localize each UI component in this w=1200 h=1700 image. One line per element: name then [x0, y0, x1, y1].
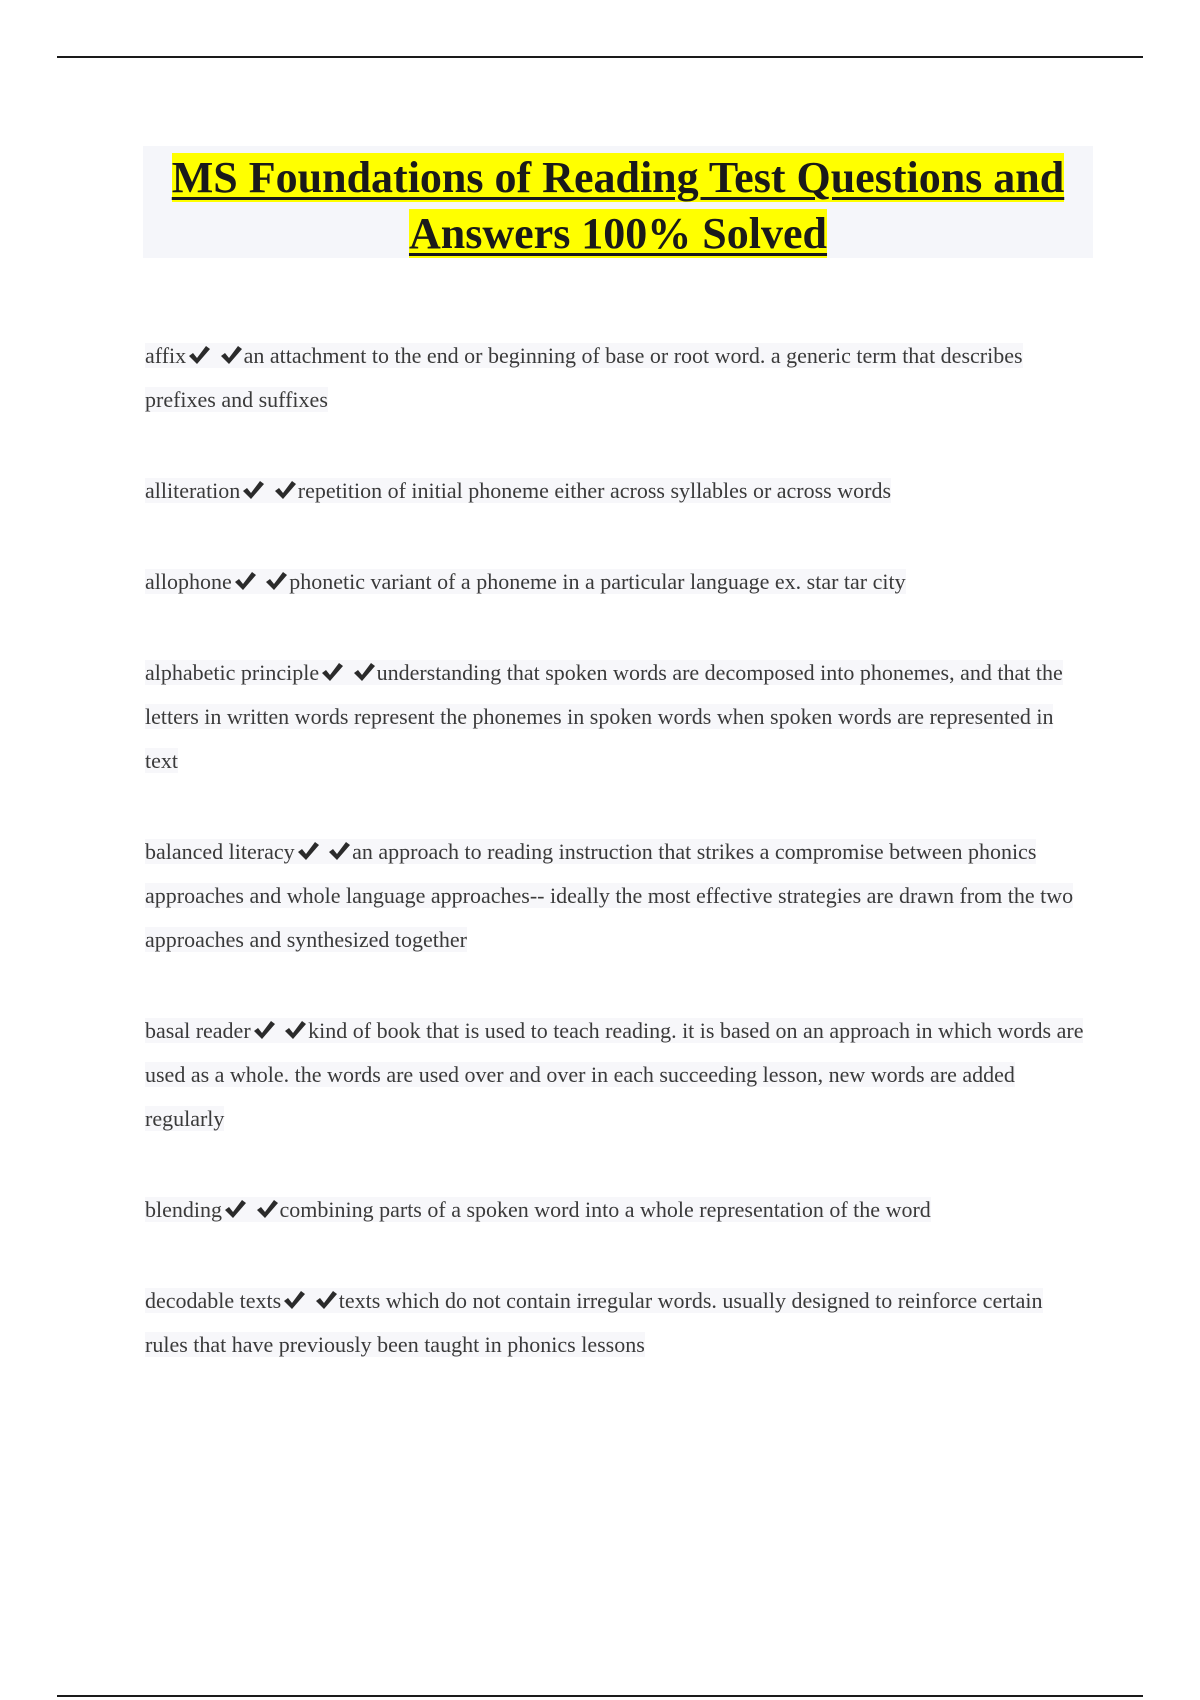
check-mark-icon [296, 840, 320, 862]
page-title-text: MS Foundations of Reading Test Questions and Answers 100% Solved [171, 153, 1065, 258]
list-item [145, 560, 1085, 604]
entry-definition: phonetic variant of a phoneme in a particular language ex. star tar city [289, 569, 906, 594]
entry-list [145, 334, 1085, 1414]
entry-term: decodable texts [145, 1288, 282, 1313]
check-mark-icon [187, 344, 211, 366]
list-item [145, 334, 1085, 422]
entry-term: blending [145, 1197, 222, 1222]
entry-term: balanced literacy [145, 839, 295, 864]
bottom-rule [57, 1695, 1143, 1697]
title-block [143, 146, 1093, 258]
entry-term: allophone [145, 569, 232, 594]
check-mark-icon [219, 344, 243, 366]
entry-term: alliteration [145, 478, 241, 503]
list-item [145, 830, 1085, 962]
entry-definition: an attachment to the end or beginning of base or root word. a generic term that describes prefixes and suffixes [145, 343, 1023, 412]
entry-text [145, 1197, 931, 1222]
entry-text [145, 569, 906, 594]
check-mark-icon [320, 661, 344, 683]
entry-definition: understanding that spoken words are decomposed into phonemes, and that the letters in written words represent the phonemes in spoken words when spoken words are represented in text [145, 660, 1063, 773]
list-item [145, 1188, 1085, 1232]
entry-definition: kind of book that is used to teach reading. it is based on an approach in which words are used as a whole. the words are used over and over in each succeeding lesson, new words are added regularly [145, 1018, 1084, 1131]
check-mark-icon [264, 570, 288, 592]
check-mark-icon [282, 1289, 306, 1311]
entry-text [145, 660, 1063, 773]
entry-text [145, 839, 1073, 952]
check-mark-icon [223, 1198, 247, 1220]
check-mark-icon [283, 1019, 307, 1041]
entry-text [145, 478, 891, 503]
entry-text [145, 1288, 1043, 1357]
entry-text [145, 343, 1023, 412]
page-title [143, 146, 1093, 262]
list-item [145, 1279, 1085, 1367]
entry-term: affix [145, 343, 187, 368]
entry-definition: combining parts of a spoken word into a whole representation of the word [279, 1197, 931, 1222]
entry-term: basal reader [145, 1018, 251, 1043]
entry-definition: repetition of initial phoneme either across syllables or across words [297, 478, 892, 503]
check-mark-icon [314, 1289, 338, 1311]
list-item [145, 469, 1085, 513]
check-mark-icon [273, 479, 297, 501]
list-item [145, 651, 1085, 783]
entry-text [145, 1018, 1083, 1131]
check-mark-icon [255, 1198, 279, 1220]
top-rule [57, 56, 1143, 58]
list-item [145, 1009, 1085, 1141]
check-mark-icon [241, 479, 265, 501]
entry-definition: an approach to reading instruction that strikes a compromise between phonics approaches and whole language approaches-- ideally the most effective strategies are drawn from the two approaches and synthesized together [145, 839, 1074, 952]
check-mark-icon [352, 661, 376, 683]
entry-definition: texts which do not contain irregular words. usually designed to reinforce certain rules that have previously been taught in phonics lessons [145, 1288, 1043, 1357]
check-mark-icon [327, 840, 351, 862]
entry-term: alphabetic principle [145, 660, 320, 685]
check-mark-icon [233, 570, 257, 592]
check-mark-icon [252, 1019, 276, 1041]
